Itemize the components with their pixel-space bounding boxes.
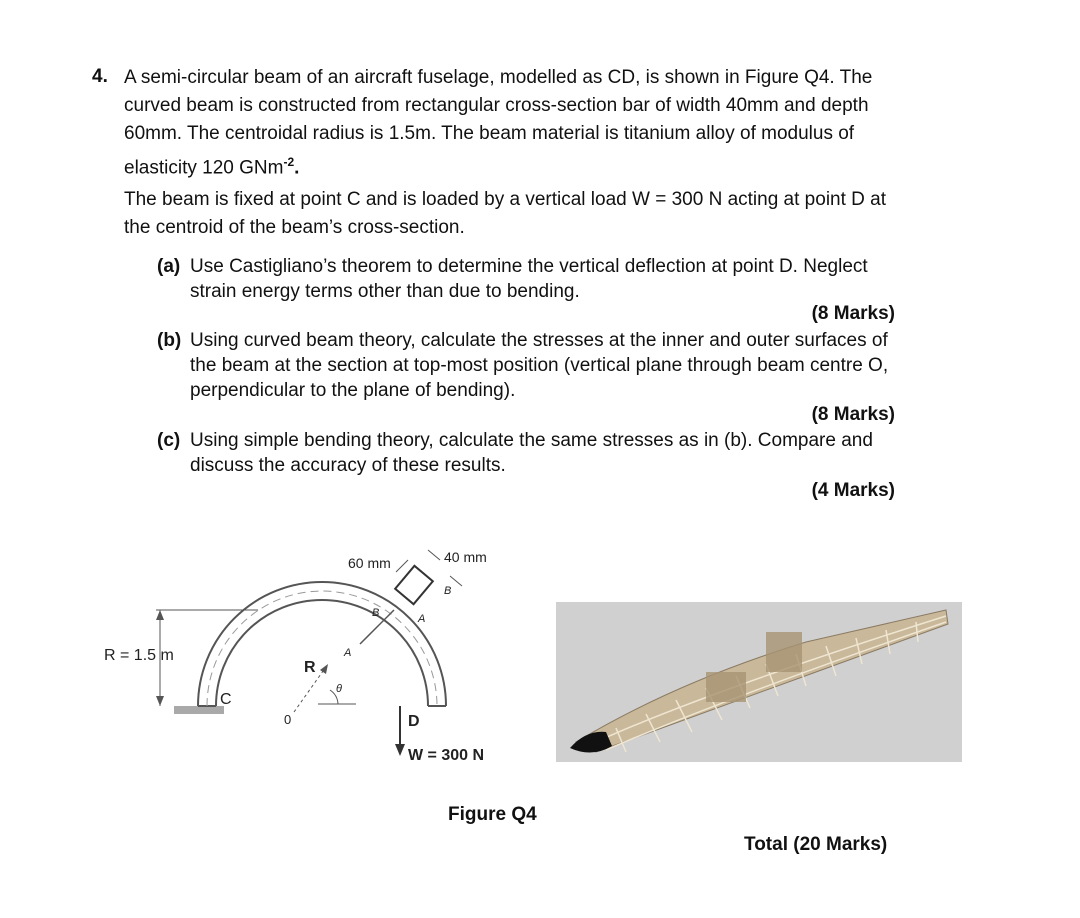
part-a-marks: (8 Marks)	[811, 303, 895, 324]
detail-b-label: B	[444, 585, 452, 597]
part-c-text: Using simple bending theory, calculate the same stresses as in (b). Compare and discuss the accuracy of these results.	[190, 430, 873, 476]
question-number: 4.	[92, 66, 108, 87]
point-d-label: D	[408, 713, 420, 730]
r-label: R	[304, 659, 316, 676]
point-c-label: C	[220, 691, 232, 708]
fixed-support	[174, 706, 224, 714]
part-b-label: (b)	[157, 330, 182, 351]
figure-caption: Figure Q4	[448, 804, 537, 825]
fuselage-image	[556, 602, 962, 762]
part-b-text: Using curved beam theory, calculate the stresses at the inner and outer surfaces of the beam at the section at top-most position (vertical plane through beam centre O, perpendicular to the plane of bending).	[190, 330, 889, 401]
beam-inner-edge	[216, 600, 428, 706]
section-a-label: A	[344, 647, 352, 659]
part-c	[157, 428, 897, 478]
question-loading: The beam is fixed at point C and is loaded by a vertical load W = 300 N acting at point D at the centroid of the beam’s cross-section.	[124, 189, 887, 238]
radius-label: R = 1.5 m	[104, 647, 174, 664]
depth-label: 60 mm	[348, 555, 391, 571]
cross-section-detail	[395, 566, 433, 604]
total-marks: Total (20 Marks)	[744, 834, 888, 855]
load-label: W = 300 N	[408, 747, 485, 764]
part-b	[157, 328, 897, 403]
section-b-label: B	[372, 607, 380, 619]
part-b-marks: (8 Marks)	[811, 404, 895, 425]
part-a	[157, 254, 897, 304]
origin-label: 0	[284, 712, 292, 727]
part-a-text: Use Castigliano’s theorem to determine the vertical deflection at point D. Neglect strain energy terms other than due to bending.	[190, 256, 868, 302]
width-label: 40 mm	[444, 549, 487, 565]
part-c-label: (c)	[157, 430, 181, 451]
part-a-label: (a)	[157, 256, 181, 277]
theta-label: θ	[336, 683, 342, 695]
beam-diagram	[98, 540, 528, 780]
detail-a-label: A	[418, 613, 426, 625]
question-intro: A semi-circular beam of an aircraft fuselage, modelled as CD, is shown in Figure Q4. The curved beam is constructed from rectangular cross-section bar of width 40mm and depth 60mm. The centroidal radius is 1.5m. The beam material is titanium alloy of modulus of elasticity 120 GNm$^{-2}$.	[124, 67, 873, 179]
beam-centroid-line	[207, 591, 437, 706]
part-c-marks: (4 Marks)	[811, 480, 895, 501]
